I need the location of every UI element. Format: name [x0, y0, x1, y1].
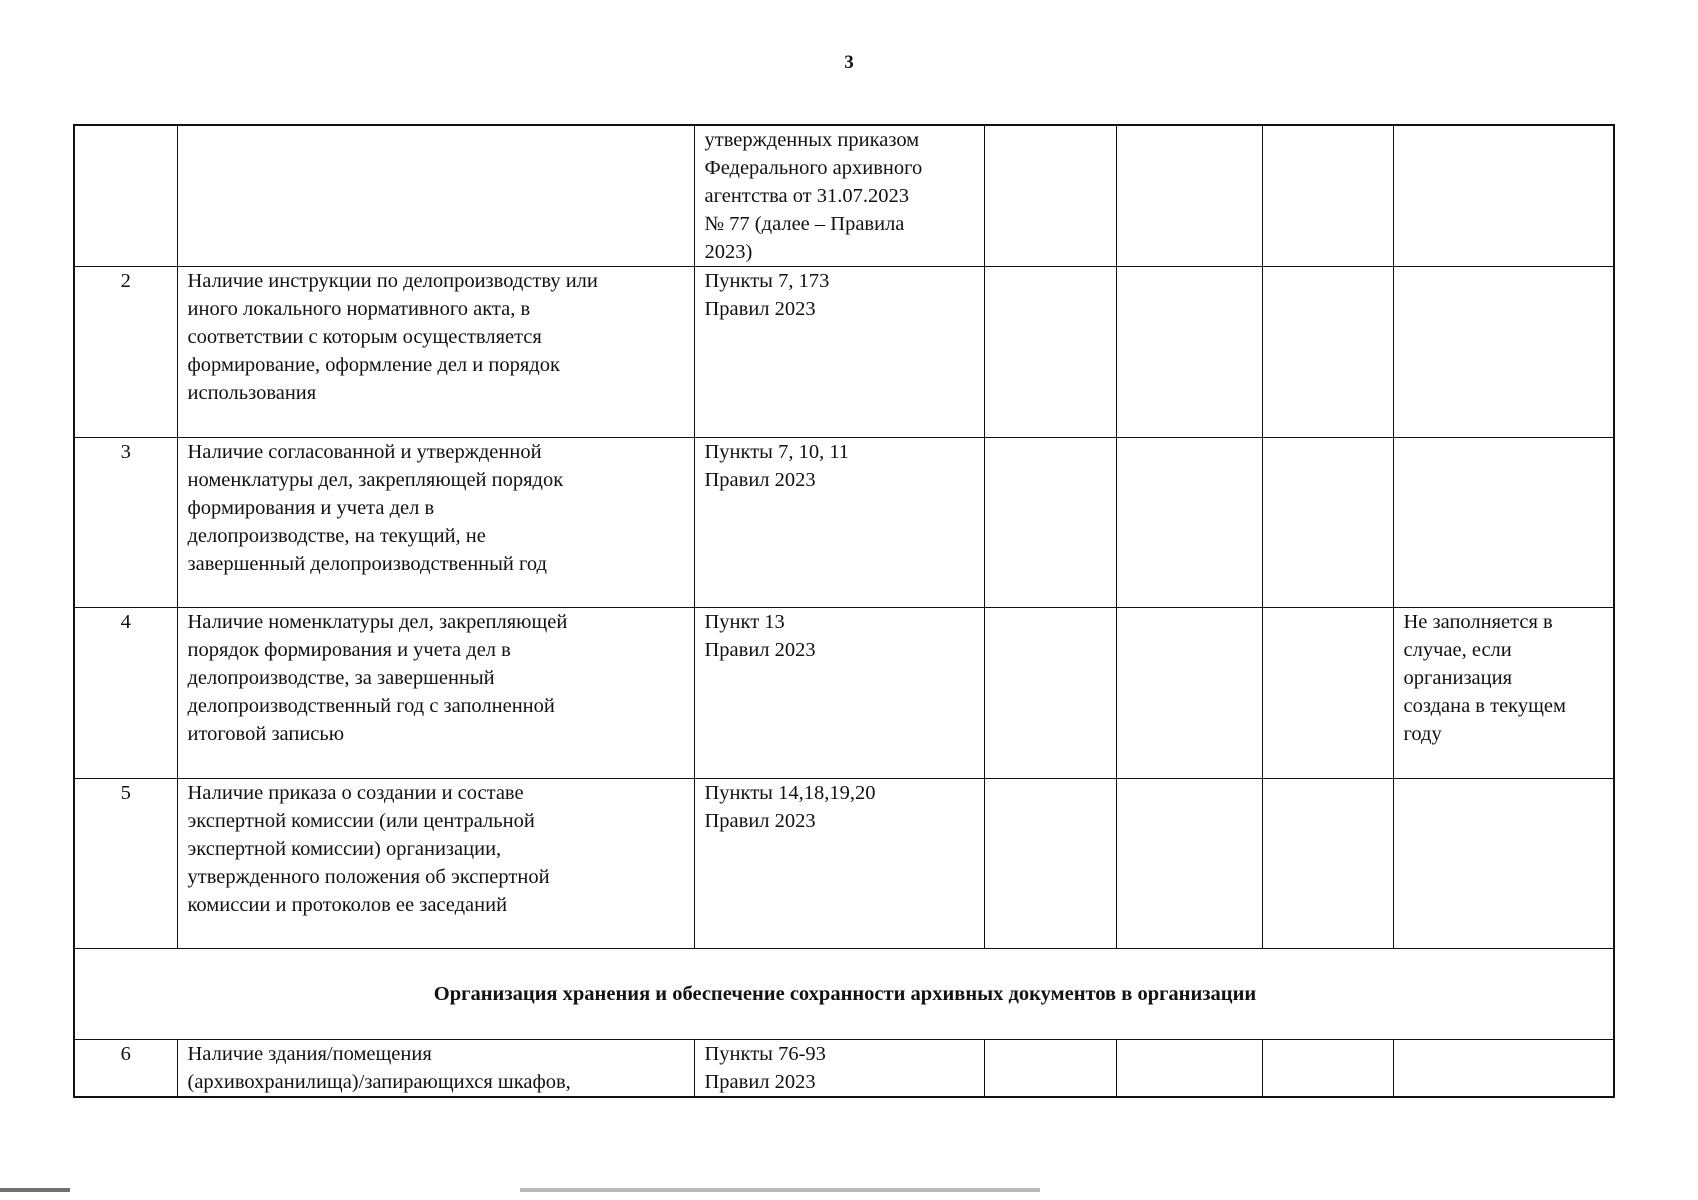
row-number: 5 [120, 782, 131, 804]
answer-na-cell [1262, 438, 1393, 608]
answer-no-cell [1116, 608, 1262, 779]
answer-yes-cell [984, 125, 1116, 267]
legal-basis-text: Пункты 7, 10, 11 Правил 2023 [704, 441, 850, 491]
page-number: 3 [844, 52, 854, 73]
row-number-cell [74, 438, 177, 608]
section-title-cell [74, 949, 1614, 1040]
note-cell [1393, 267, 1614, 438]
note-text: Не заполняется в случае, если организация создана в текущем году [1403, 611, 1566, 745]
answer-no-cell [1116, 1040, 1262, 1098]
answer-no-cell [1116, 125, 1262, 267]
row-number-cell [74, 1040, 177, 1098]
legal-basis-text: Пункт 13 Правил 2023 [704, 611, 816, 661]
requirement-cell [177, 1040, 694, 1098]
row-number-cell [74, 267, 177, 438]
answer-yes-cell [984, 267, 1116, 438]
answer-na-cell [1262, 125, 1393, 267]
note-cell [1393, 1040, 1614, 1098]
answer-no-cell [1116, 267, 1262, 438]
answer-na-cell [1262, 779, 1393, 949]
scan-artifact [0, 1188, 70, 1192]
requirement-text: Наличие номенклатуры дел, закрепляющей порядок формирования и учета дел в делопроизводстве, за завершенный делопроизводственный год с заполненной итоговой записью [187, 611, 568, 745]
note-cell [1393, 438, 1614, 608]
requirement-text: Наличие приказа о создании и составе экспертной комиссии (или центральной экспертной комиссии) организации, утвержденного положения об экспертной комиссии и протоколов ее заседаний [187, 782, 550, 916]
scan-artifact [520, 1188, 1040, 1192]
legal-basis-text: Пункты 14,18,19,20 Правил 2023 [704, 782, 876, 832]
answer-na-cell [1262, 1040, 1393, 1098]
requirement-text: Наличие согласованной и утвержденной номенклатуры дел, закрепляющей порядок формирования и учета дел в делопроизводстве, на текущий, не завершенный делопроизводственный год [187, 441, 564, 575]
section-title: Организация хранения и обеспечение сохранности архивных документов в организации [433, 983, 1257, 1005]
note-cell [1393, 608, 1614, 779]
requirement-cell [177, 608, 694, 779]
requirement-text: Наличие здания/помещения (архивохранилища)/запирающихся шкафов, [187, 1043, 571, 1093]
table-row [74, 779, 1614, 949]
row-number-cell [74, 608, 177, 779]
row-number: 2 [120, 270, 131, 292]
requirement-cell [177, 267, 694, 438]
table-row [74, 1040, 1614, 1098]
legal-basis-text: утвержденных приказом Федерального архивного агентства от 31.07.2023 № 77 (далее – Правила 2023) [704, 129, 923, 263]
section-header-row [74, 949, 1614, 1040]
row-number-cell [74, 779, 177, 949]
note-cell [1393, 779, 1614, 949]
table-row [74, 267, 1614, 438]
checklist-table [73, 124, 1615, 1098]
answer-no-cell [1116, 779, 1262, 949]
row-number: 6 [120, 1043, 131, 1065]
note-cell [1393, 125, 1614, 267]
requirement-text: Наличие инструкции по делопроизводству или иного локального нормативного акта, в соответствии с которым осуществляется формирование, оформление дел и порядок использования [187, 270, 598, 404]
answer-no-cell [1116, 438, 1262, 608]
answer-yes-cell [984, 608, 1116, 779]
answer-na-cell [1262, 267, 1393, 438]
row-number: 4 [120, 611, 131, 633]
requirement-cell [177, 438, 694, 608]
requirement-cell [177, 125, 694, 267]
legal-basis-cell [694, 779, 984, 949]
answer-yes-cell [984, 1040, 1116, 1098]
legal-basis-cell [694, 438, 984, 608]
table-row [74, 608, 1614, 779]
legal-basis-cell [694, 267, 984, 438]
legal-basis-cell [694, 608, 984, 779]
legal-basis-text: Пункты 76-93 Правил 2023 [704, 1043, 826, 1093]
table-row [74, 125, 1614, 267]
legal-basis-text: Пункты 7, 173 Правил 2023 [704, 270, 830, 320]
legal-basis-cell [694, 125, 984, 267]
answer-yes-cell [984, 438, 1116, 608]
table-row [74, 438, 1614, 608]
row-number: 3 [120, 441, 131, 463]
legal-basis-cell [694, 1040, 984, 1098]
answer-yes-cell [984, 779, 1116, 949]
row-number-cell [74, 125, 177, 267]
answer-na-cell [1262, 608, 1393, 779]
requirement-cell [177, 779, 694, 949]
